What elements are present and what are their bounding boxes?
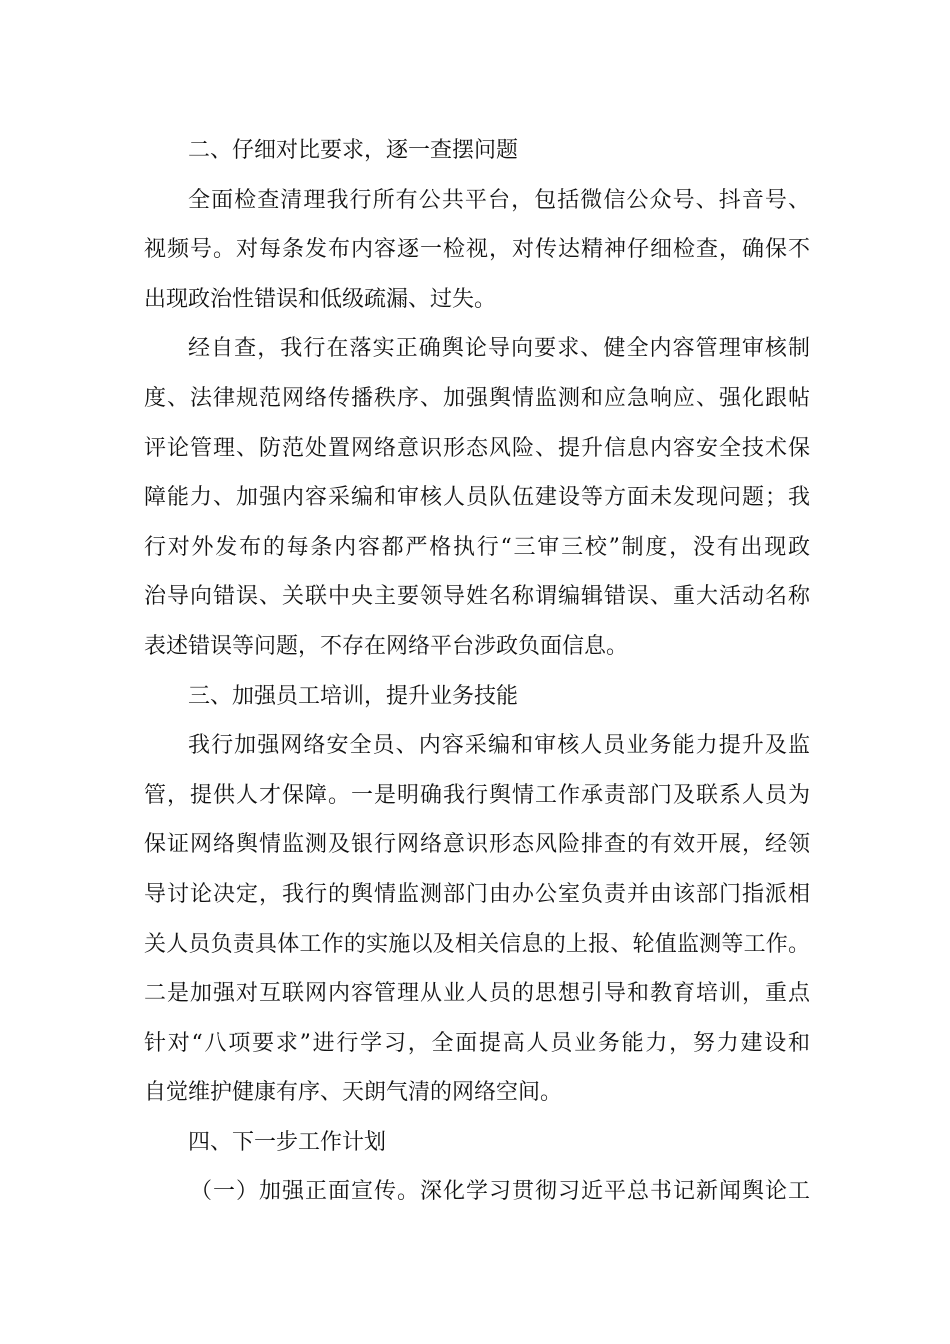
- text-line: 关人员负责具体工作的实施以及相关信息的上报、轮值监测等工作。: [144, 931, 810, 957]
- text-line: 出现政治性错误和低级疏漏、过失。: [144, 286, 497, 312]
- text-line: 三、加强员工培训，提升业务技能: [188, 683, 519, 709]
- text-line: 四、下一步工作计划: [188, 1129, 387, 1155]
- text-line: 行对外发布的每条内容都严格执行“三审三校”制度，没有出现政: [144, 534, 810, 560]
- text-line: 二、仔细对比要求，逐一查摆问题: [188, 138, 519, 163]
- text-line: 管，提供人才保障。一是明确我行舆情工作承责部门及联系人员为: [144, 782, 810, 808]
- text-line: 治导向错误、关联中央主要领导姓名称谓编辑错误、重大活动名称: [144, 584, 810, 610]
- text-line: 自觉维护健康有序、天朗气清的网络空间。: [144, 1080, 563, 1106]
- text-line: 我行加强网络安全员、内容采编和审核人员业务能力提升及监: [188, 733, 810, 759]
- text-line: 针对“八项要求”进行学习，全面提高人员业务能力，努力建设和: [144, 1030, 810, 1056]
- document-page: [144, 126, 810, 1217]
- text-line: 度、法律规范网络传播秩序、加强舆情监测和应急响应、强化跟帖: [144, 385, 810, 411]
- text-line: 评论管理、防范处置网络意识形态风险、提升信息内容安全技术保: [144, 435, 810, 461]
- text-line: 视频号。对每条发布内容逐一检视，对传达精神仔细检查，确保不: [144, 237, 810, 263]
- text-line: 保证网络舆情监测及银行网络意识形态风险排查的有效开展，经领: [144, 832, 810, 858]
- text-line: 表述错误等问题，不存在网络平台涉政负面信息。: [144, 633, 629, 659]
- text-line: 障能力、加强内容采编和审核人员队伍建设等方面未发现问题；我: [144, 485, 810, 511]
- text-line: 导讨论决定，我行的舆情监测部门由办公室负责并由该部门指派相: [144, 881, 810, 907]
- text-line: （一）加强正面宣传。深化学习贯彻习近平总书记新闻舆论工: [190, 1179, 810, 1205]
- text-line: 全面检查清理我行所有公共平台，包括微信公众号、抖音号、: [188, 187, 810, 213]
- text-line: 二是加强对互联网内容管理从业人员的思想引导和教育培训，重点: [144, 981, 810, 1007]
- text-line: 经自查，我行在落实正确舆论导向要求、健全内容管理审核制: [188, 336, 810, 362]
